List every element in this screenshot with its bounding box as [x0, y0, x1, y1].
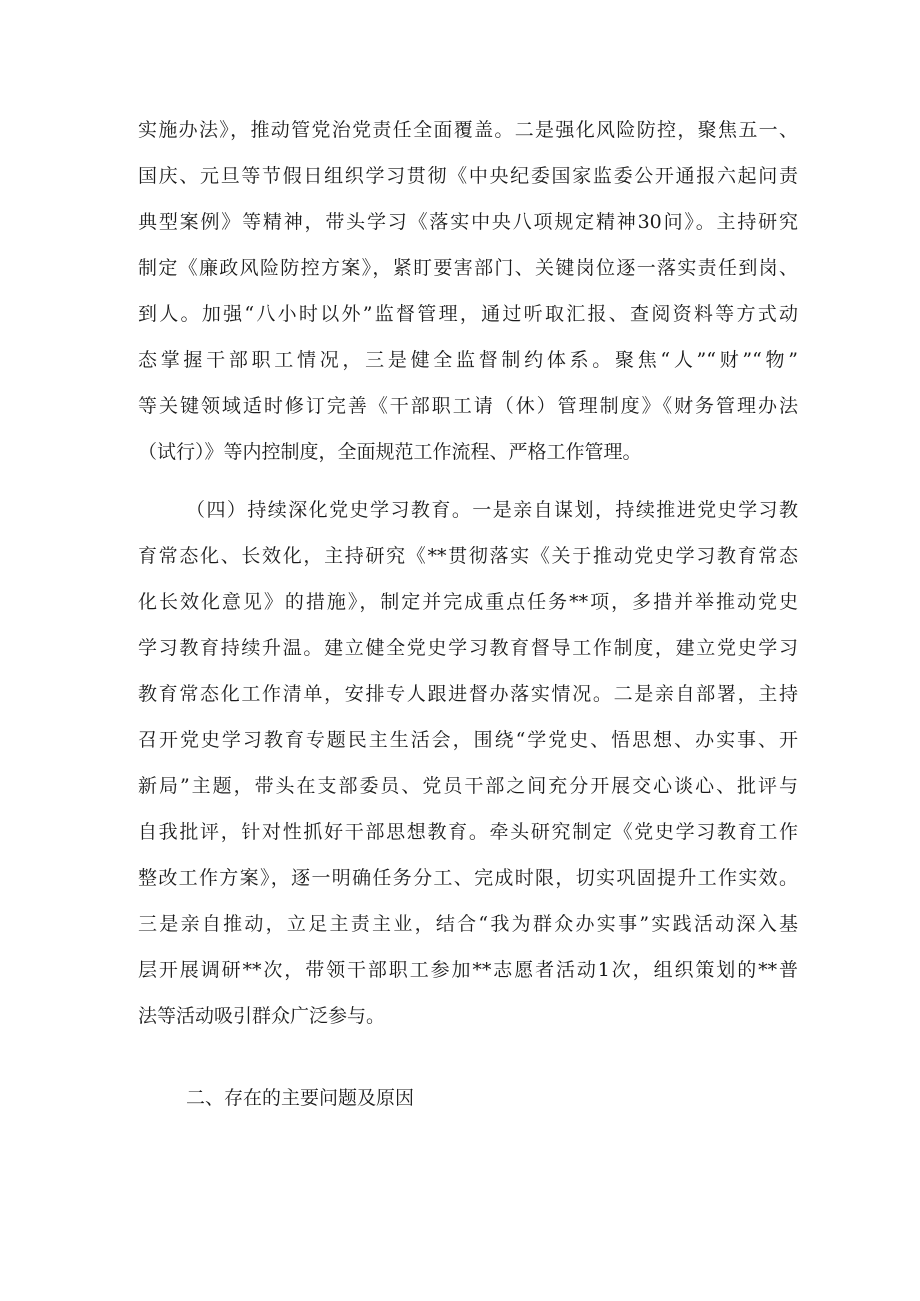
text-line: 到人。加强“八小时以外”监督管理，通过听取汇报、查阅资料等方式动: [138, 303, 798, 325]
text-line: 整改工作方案》，逐一明确任务分工、完成时限，切实巩固提升工作实效。: [138, 867, 798, 889]
text-line: 态掌握干部职工情况，三是健全监督制约体系。聚焦“人”“财”“物”: [138, 349, 798, 371]
text-line: （四）持续深化党史学习教育。一是亲自谋划，持续推进党史学习教: [186, 499, 798, 521]
section-heading: 二、存在的主要问题及原因: [186, 1087, 415, 1109]
text-line: 典型案例》等精神，带头学习《落实中央八项规定精神30问》。主持研究: [138, 211, 798, 233]
text-line: 化长效化意见》的措施》，制定并完成重点任务**项，多措并举推动党史: [138, 591, 798, 613]
text-line: 三是亲自推动，立足主责主业，结合“我为群众办实事”实践活动深入基: [138, 913, 798, 935]
text-line: 育常态化、长效化，主持研究《**贯彻落实《关于推动党史学习教育常态: [138, 545, 798, 567]
text-line: 教育常态化工作清单，安排专人跟进督办落实情况。二是亲自部署，主持: [138, 683, 798, 705]
text-line: 等关键领域适时修订完善《干部职工请（休）管理制度》《财务管理办法: [138, 395, 798, 417]
text-line: 层开展调研**次，带领干部职工参加**志愿者活动1次，组织策划的**普: [138, 959, 798, 981]
text-line: 制定《廉政风险防控方案》，紧盯要害部门、关键岗位逐一落实责任到岗、: [138, 257, 798, 279]
text-line: 国庆、元旦等节假日组织学习贯彻《中央纪委国家监委公开通报六起问责: [138, 165, 798, 187]
text-line: 实施办法》，推动管党治党责任全面覆盖。二是强化风险防控，聚焦五一、: [138, 119, 798, 141]
text-line: 召开党史学习教育专题民主生活会，围绕“学党史、悟思想、办实事、开: [138, 729, 798, 751]
text-line: 学习教育持续升温。建立健全党史学习教育督导工作制度，建立党史学习: [138, 637, 798, 659]
text-line: 新局”主题，带头在支部委员、党员干部之间充分开展交心谈心、批评与: [138, 775, 798, 797]
text-line: 法等活动吸引群众广泛参与。: [138, 1005, 386, 1027]
text-line: 自我批评，针对性抓好干部思想教育。牵头研究制定《党史学习教育工作: [138, 821, 798, 843]
text-line: （试行）》等内控制度，全面规范工作流程、严格工作管理。: [138, 441, 642, 463]
